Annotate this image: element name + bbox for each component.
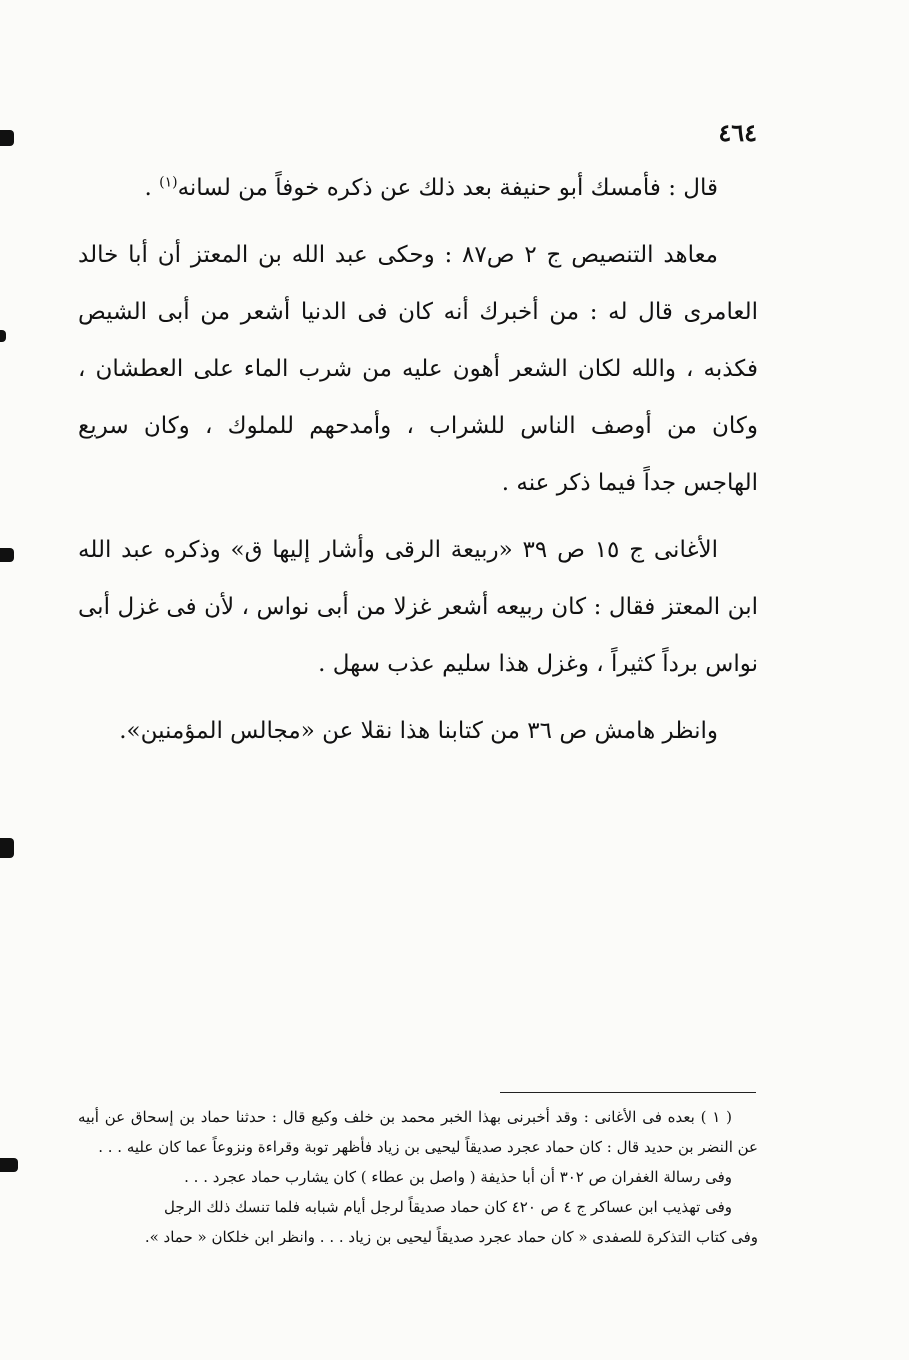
footnote-divider [500,1092,756,1093]
footnote-2: وفى رسالة الغفران ص ٣٠٢ أن أبا حذيفة ( واصل بن عطاء ) كان يشارب حماد عجرد . . . [184,1168,732,1186]
page-number: ٤٦٤ [718,118,757,147]
body-text [78,160,758,760]
footnote-reference: (١) [159,174,178,191]
paragraph-2: معاهد التنصيص ج ٢ ص٨٧ : وحكى عبد الله بن المعتز أن أبا خالد العامرى قال له : من أخبرك أنه كان فى الدنيا أشعر من أبى الشيص فكذبه ، والله لكان الشعر أهون عليه من شرب الماء على العطشان ، وكان من أوصف الناس للشراب ، وأمدحهم للملوك ، وكان سريع الهاجس جداً فيما ذكر عنه . [78,242,758,496]
binding-edge-mark [0,130,14,146]
paragraph-4: وانظر هامش ص ٣٦ من كتابنا هذا نقلا عن «مجالس المؤمنين». [119,718,718,744]
binding-edge-mark [0,548,14,562]
binding-edge-mark [0,330,6,342]
paragraph-1 [78,160,758,217]
paragraph-1-text: قال : فأمسك أبو حنيفة بعد ذلك عن ذكره خوفاً من لسانه [177,175,718,201]
binding-edge-mark [0,838,14,858]
binding-edge-mark [0,1158,18,1172]
paragraph-1-end: . [144,175,160,201]
footnote-3: وفى تهذيب ابن عساكر ج ٤ ص ٤٢٠ كان حماد صديقاً لرجل أيام شبابه فلما تنسك ذلك الرجل [163,1198,732,1216]
paragraph-3: الأغانى ج ١٥ ص ٣٩ «ربيعة الرقى وأشار إليها ق» وذكره عبد الله ابن المعتز فقال : كان ربيعه أشعر غزلا من أبى نواس ، لأن فى غزل أبى نواس برداً كثيراً ، وغزل هذا سليم عذب سهل . [78,537,758,677]
footnote-1: ( ١ ) بعده فى الأغانى : وقد أخبرنى بهذا الخبر محمد بن خلف وكيع قال : حدثنا حماد بن إسحاق عن أبيه عن النضر بن حديد قال : كان حماد عجرد صديقاً ليحيى بن زياد فأظهر توبة وقراءة ونزوعاً عما كان عليه . . . [78,1108,758,1156]
footnote-4: وفى كتاب التذكرة للصفدى « كان حماد عجرد صديقاً ليحيى بن زياد . . . وانظر ابن خلكان « حماد ». [144,1228,758,1246]
footnotes [78,1102,758,1252]
